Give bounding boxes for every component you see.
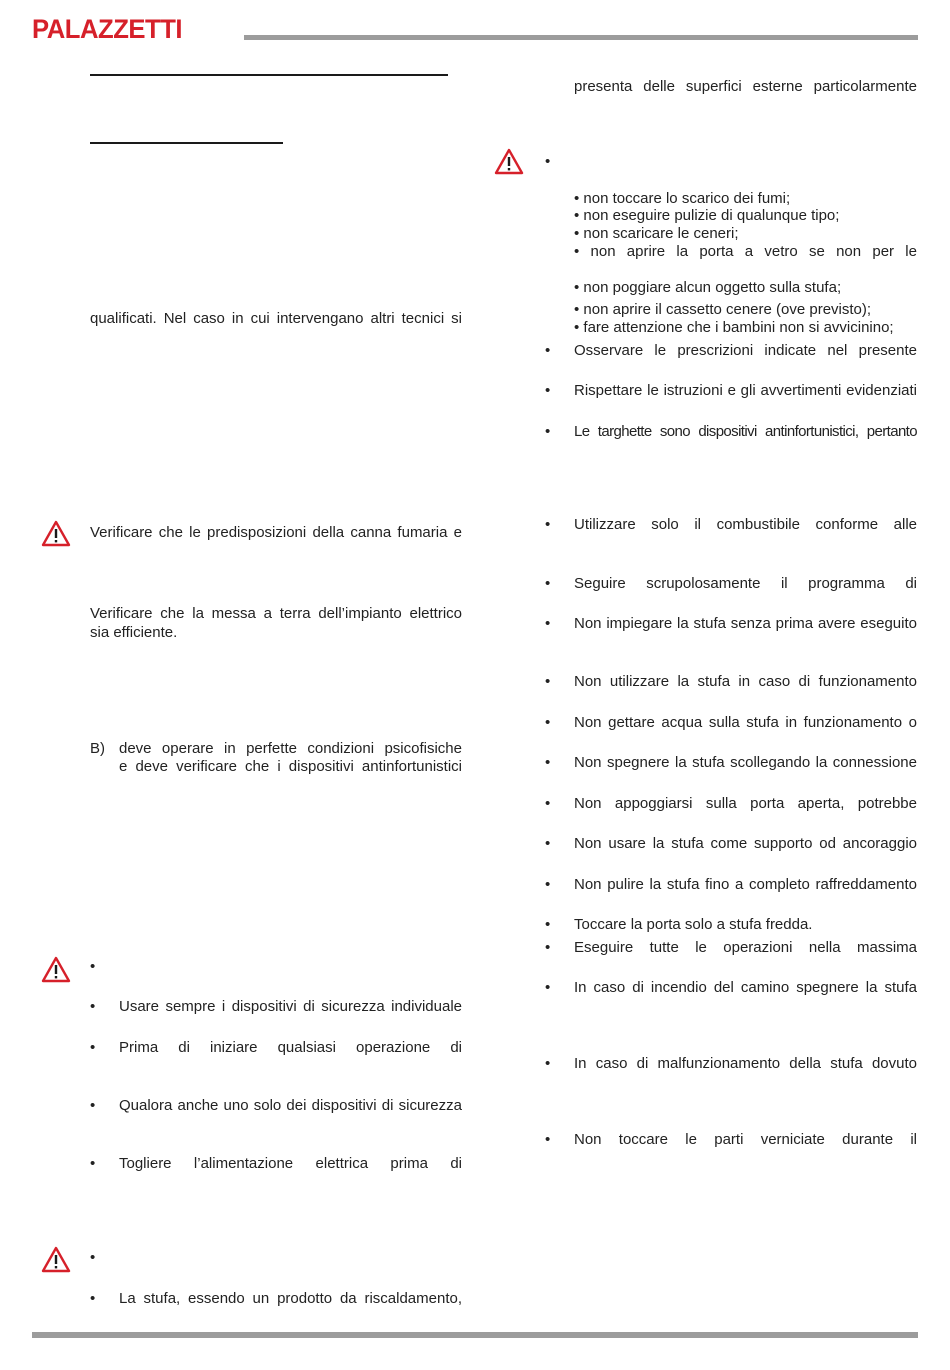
list-item: Non usare la stufa come supporto od ancoraggio [574, 835, 917, 852]
sublist-item: • non aprire la porta a vetro se non per le [574, 243, 917, 260]
item-b-line2: e deve verificare che i dispositivi antinfortunistici [119, 758, 462, 775]
list-item: Seguire scrupolosamente il programma di [574, 575, 917, 592]
list-item: In caso di incendio del camino spegnere la stufa [574, 979, 917, 996]
list-item: Osservare le prescrizioni indicate nel presente [574, 342, 917, 359]
list-item: Non gettare acqua sulla stufa in funzionamento o [574, 714, 917, 731]
paragraph-grounding-line2: sia efficiente. [90, 624, 178, 641]
paragraph-flue-check: Verificare che le predisposizioni della canna fumaria e [90, 524, 462, 541]
bullet-marker: • [545, 516, 551, 533]
bullet-marker: • [90, 1290, 96, 1307]
warning-triangle-icon [41, 520, 71, 547]
bullet-marker: • [545, 916, 551, 933]
bullet-marker: • [90, 958, 96, 975]
bullet-marker: • [545, 1131, 551, 1148]
heading-underline-2 [90, 142, 283, 144]
list-item: Non impiegare la stufa senza prima avere eseguito [574, 615, 917, 632]
list-item: Le targhette sono dispositivi antinfortunistici, pertanto [574, 423, 917, 440]
bullet-marker: • [90, 1249, 96, 1266]
sublist-item: • non eseguire pulizie di qualunque tipo; [574, 207, 840, 224]
paragraph-qualified: qualificati. Nel caso in cui intervengano altri tecnici si [90, 310, 462, 327]
bullet-marker: • [545, 382, 551, 399]
bullet-marker: • [545, 876, 551, 893]
list-item: Utilizzare solo il combustibile conforme alle [574, 516, 917, 533]
list-item: La stufa, essendo un prodotto da riscaldamento, [119, 1290, 462, 1307]
list-item: Non appoggiarsi sulla porta aperta, potrebbe [574, 795, 917, 812]
warning-triangle-icon [41, 956, 71, 983]
sublist-item: • non toccare lo scarico dei fumi; [574, 190, 791, 207]
list-item: Usare sempre i dispositivi di sicurezza individuale [119, 998, 462, 1015]
list-item: Non spegnere la stufa scollegando la connessione [574, 754, 917, 771]
bullet-marker: • [545, 979, 551, 996]
bullet-marker: • [90, 1155, 96, 1172]
warning-triangle-icon [494, 148, 524, 175]
bullet-marker: • [90, 1039, 96, 1056]
list-item: Qualora anche uno solo dei dispositivi di sicurezza [119, 1097, 462, 1114]
bullet-marker: • [545, 423, 551, 440]
list-item: Togliere l’alimentazione elettrica prima di [119, 1155, 462, 1172]
sublist-item: • non poggiare alcun oggetto sulla stufa; [574, 279, 842, 296]
paragraph-grounding-line1: Verificare che la messa a terra dell’impianto elettrico [90, 605, 462, 622]
sublist-item: • non aprire il cassetto cenere (ove previsto); [574, 301, 872, 318]
bullet-marker: • [90, 998, 96, 1015]
warning-triangle-icon [41, 1246, 71, 1273]
item-b-line1: deve operare in perfette condizioni psicofisiche [119, 740, 462, 757]
brand-logo: PALAZZETTI [32, 14, 183, 44]
bullet-marker: • [545, 615, 551, 632]
footer-rule [32, 1332, 918, 1338]
list-item: Rispettare le istruzioni e gli avvertimenti evidenziati [574, 382, 917, 399]
list-item: Non toccare le parti verniciate durante il [574, 1131, 917, 1148]
bullet-marker: • [545, 835, 551, 852]
bullet-marker: • [545, 153, 551, 170]
heading-underline-1 [90, 74, 448, 76]
bullet-marker: • [90, 1097, 96, 1114]
bullet-marker: • [545, 575, 551, 592]
list-item: Non utilizzare la stufa in caso di funzionamento [574, 673, 917, 690]
list-label-b: B) [90, 740, 105, 757]
header-rule [244, 35, 918, 40]
bullet-marker: • [545, 342, 551, 359]
sublist-item: • fare attenzione che i bambini non si avvicinino; [574, 319, 894, 336]
list-item: Non pulire la stufa fino a completo raffreddamento [574, 876, 917, 893]
bullet-marker: • [545, 754, 551, 771]
bullet-marker: • [545, 795, 551, 812]
sublist-item: • non scaricare le ceneri; [574, 225, 739, 242]
list-item: Eseguire tutte le operazioni nella massima [574, 939, 917, 956]
list-item: In caso di malfunzionamento della stufa dovuto [574, 1055, 917, 1072]
bullet-marker: • [545, 1055, 551, 1072]
bullet-marker: • [545, 714, 551, 731]
paragraph-hot-surfaces: presenta delle superfici esterne particolarmente [574, 78, 917, 95]
bullet-marker: • [545, 939, 551, 956]
list-item: Prima di iniziare qualsiasi operazione di [119, 1039, 462, 1056]
bullet-marker: • [545, 673, 551, 690]
list-item: Toccare la porta solo a stufa fredda. [574, 916, 813, 933]
